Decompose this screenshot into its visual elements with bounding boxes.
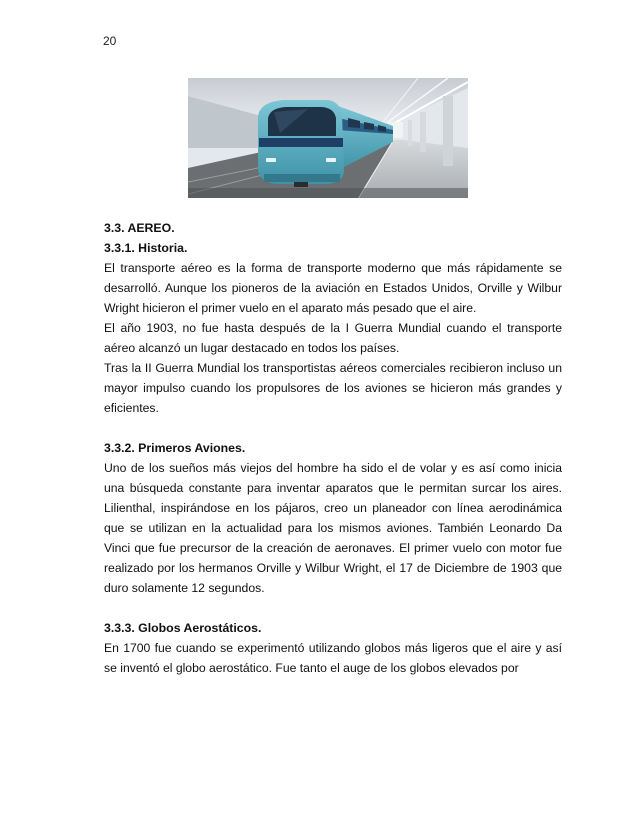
section-heading-globos: 3.3.3. Globos Aerostáticos. <box>104 621 262 635</box>
section-heading-aereo: 3.3. AEREO. <box>104 221 175 235</box>
paragraph-historia-2: El año 1903, no fue hasta después de la I Guerra Mundial cuando el transporte aéreo alcanzó un lugar destacado en todos los países. <box>104 321 562 355</box>
paragraph-globos: En 1700 fue cuando se experimentó utilizando globos más ligeros que el aire y así se inventó el globo aerostático. Fue tanto el auge de los globos elevados por <box>104 641 562 675</box>
paragraph-historia-3: Tras la II Guerra Mundial los transportistas aéreos comerciales recibieron incluso un mayor impulso cuando los propulsores de los aviones se hicieron más grandes y eficientes. <box>104 361 562 415</box>
paragraph-primeros-aviones: Uno de los sueños más viejos del hombre ha sido el de volar y es así como inicia una búsqueda constante para inventar aparatos que le permitan surcar los aires. Lilienthal, inspirándose en los pájaros, creo un planeador con línea aerodinámica que se utilizan en la actualidad para los mismos aviones. También Leonardo Da Vinci que fue precursor de la creación de aeronaves. El primer vuelo con motor fue realizado por los hermanos Orville y Wilbur Wright, el 17 de Diciembre de 1903 que duro solamente 12 segundos. <box>104 461 562 595</box>
metro-train-illustration <box>188 78 468 198</box>
document-body <box>104 218 562 678</box>
section-spacer <box>104 598 562 618</box>
metro-train-photo <box>188 78 468 198</box>
section-heading-primeros-aviones: 3.3.2. Primeros Aviones. <box>104 441 246 455</box>
section-heading-historia: 3.3.1. Historia. <box>104 241 188 255</box>
section-spacer <box>104 418 562 438</box>
paragraph-historia-1: El transporte aéreo es la forma de transporte moderno que más rápidamente se desarrolló. Aunque los pioneros de la aviación en Estados Unidos, Orville y Wilbur Wright hicieron el primer vuelo en el aparato más pesado que el aire. <box>104 261 562 315</box>
page-number: 20 <box>103 34 117 48</box>
